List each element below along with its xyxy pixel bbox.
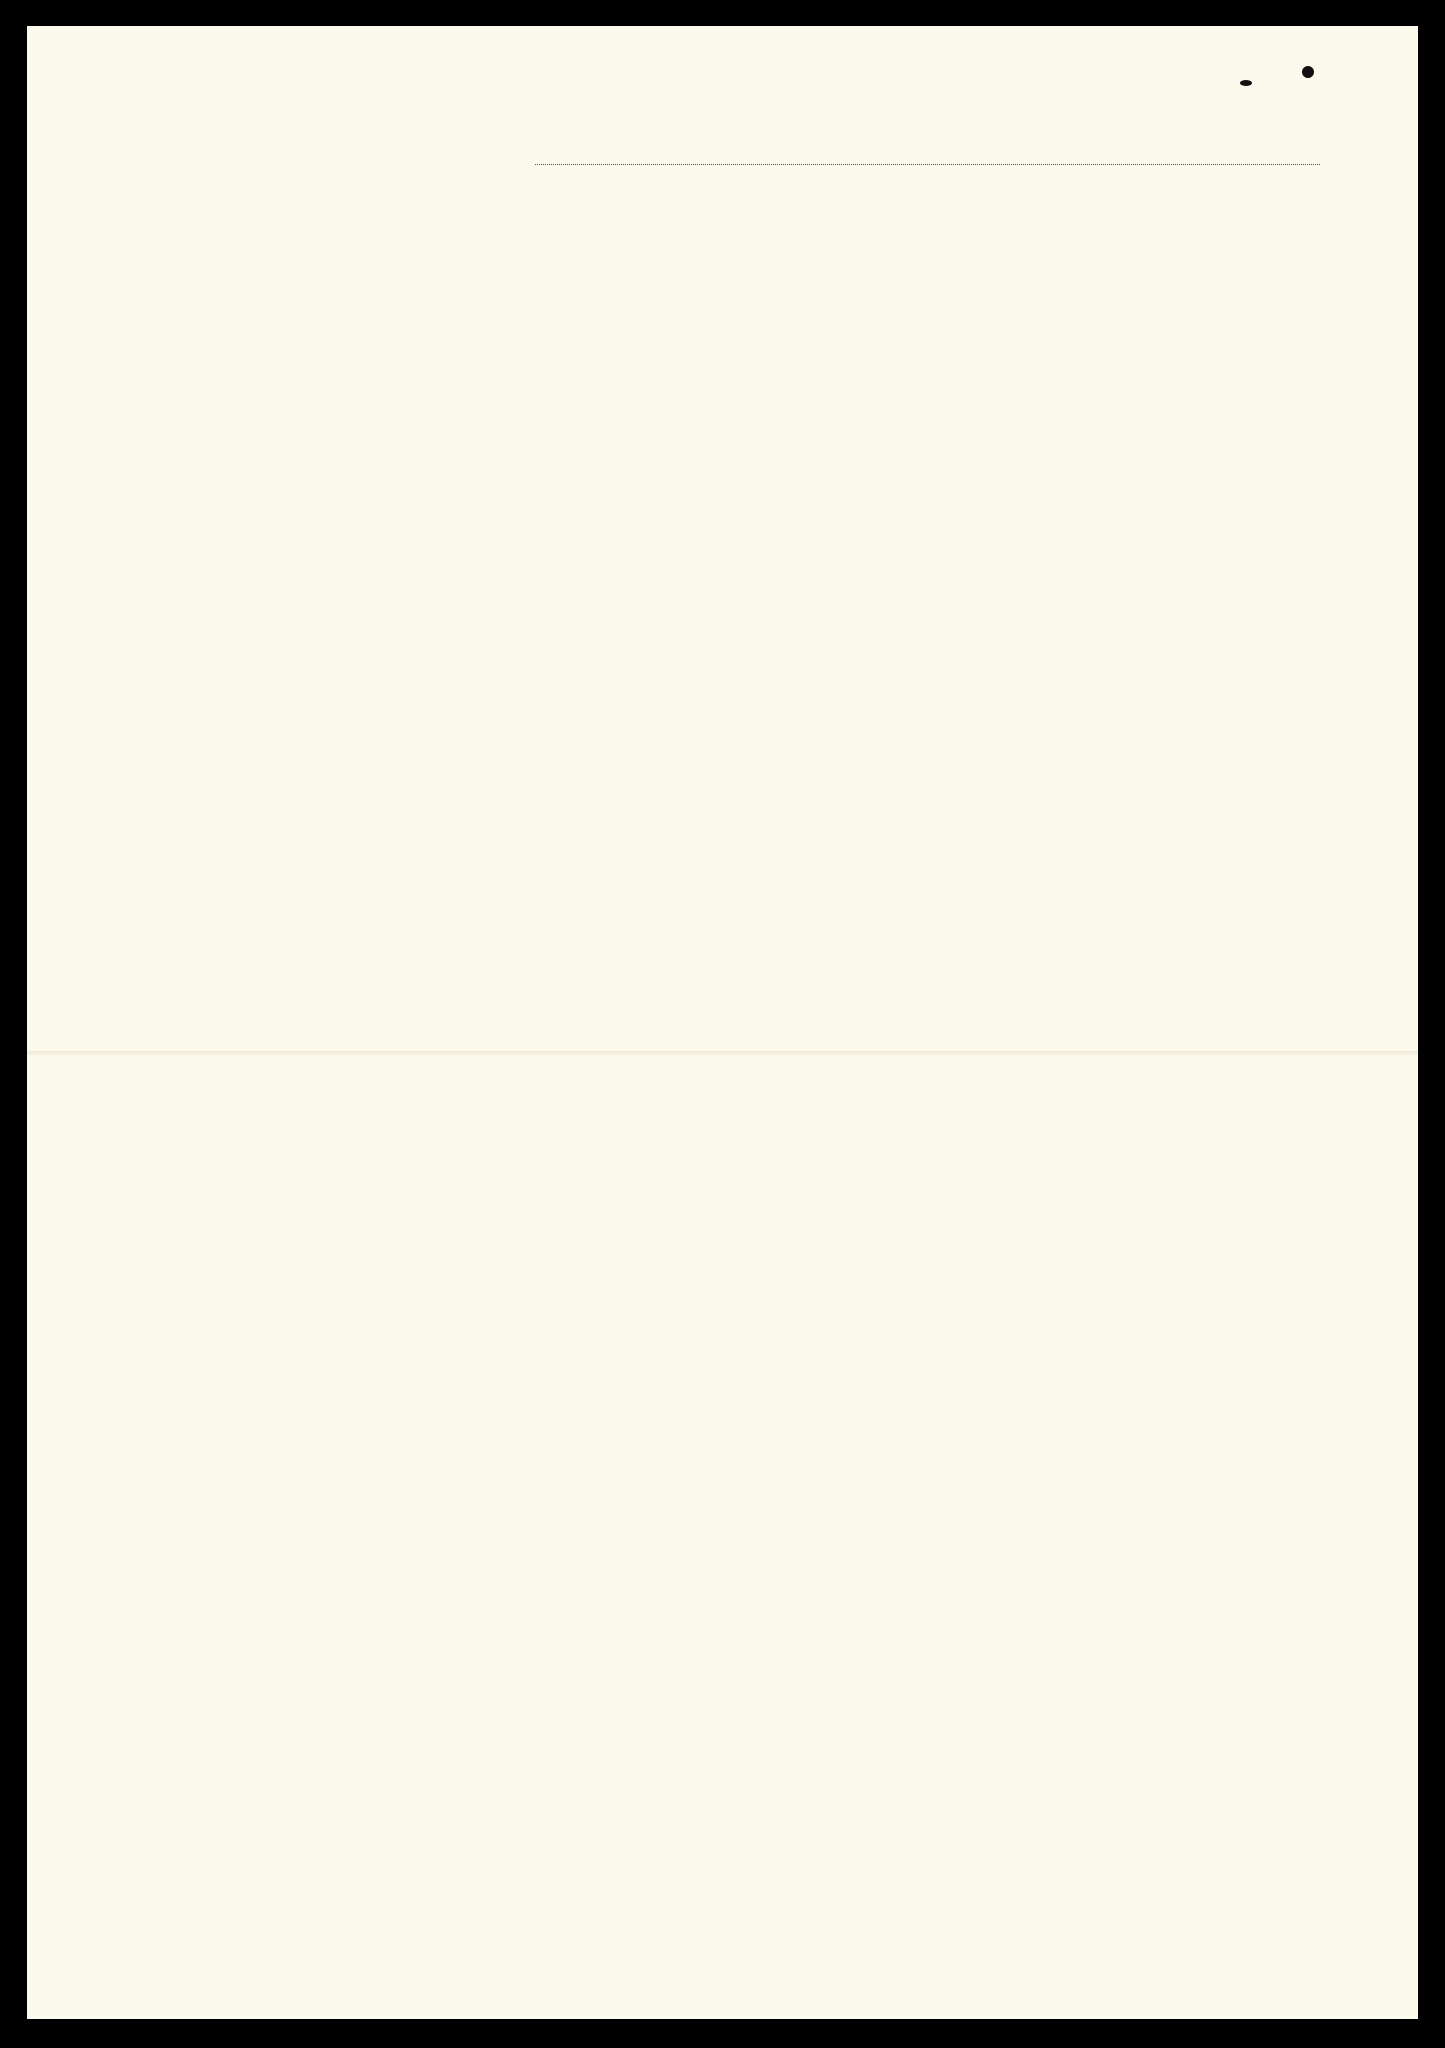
inspector-place-field[interactable] bbox=[535, 164, 1320, 165]
ink-spot bbox=[1302, 66, 1314, 78]
form-page bbox=[27, 26, 1418, 2019]
ink-spot bbox=[1240, 80, 1252, 86]
